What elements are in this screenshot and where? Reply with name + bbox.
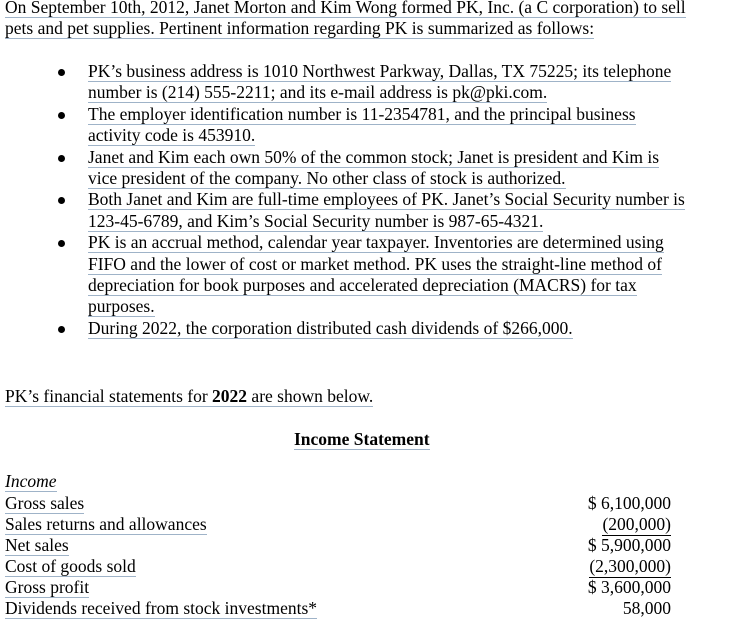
list-item: During 2022, the corporation distributed cash dividends of $266,000. [88, 318, 728, 339]
row-label: Gross sales [5, 493, 85, 513]
bullet-icon [58, 69, 65, 76]
table-row [5, 493, 671, 514]
row-amount: 58,000 [622, 598, 671, 618]
list-item: PK is an accrual method, calendar year taxpayer. Inventories are determined using FIFO and the lower of cost or market method. PK uses the straight-line method of depreciation for book purposes and accelerated depreciation (MACRS) for tax purposes. [88, 232, 728, 318]
table-row [5, 598, 671, 619]
list-item: Both Janet and Kim are full-time employees of PK. Janet’s Social Security number is 123-45-6789, and Kim’s Social Security number is 987-65-4321. [88, 189, 728, 232]
bullet-icon [58, 155, 65, 162]
row-amount: (2,300,000) [589, 556, 671, 578]
intro-line: pets and pet supplies. Pertinent information regarding PK is summarized as follows: [5, 18, 595, 39]
row-amount: $ 5,900,000 [587, 535, 671, 555]
table-row [5, 514, 671, 535]
table-row [5, 577, 671, 598]
income-section-heading: Income [5, 471, 57, 491]
list-item: Janet and Kim each own 50% of the common stock; Janet is president and Kim is vice president of the company. No other class of stock is authorized. [88, 147, 728, 190]
financials-intro: PK’s financial statements for 2022 are shown below. [5, 386, 374, 406]
row-label: Gross profit [5, 577, 90, 597]
bullet-icon [58, 112, 65, 119]
row-label: Sales returns and allowances [5, 514, 207, 534]
list-item: PK’s business address is 1010 Northwest Parkway, Dallas, TX 75225; its telephone number is (214) 555-2211; and its e-mail address is pk@pki.com. [88, 61, 728, 104]
row-label: Net sales [5, 535, 69, 555]
bullet-icon [58, 197, 65, 204]
row-amount: $ 6,100,000 [587, 493, 671, 513]
facts-list [88, 61, 728, 339]
intro-paragraph [5, 0, 729, 40]
list-item: The employer identification number is 11-2354781, and the principal business activity code is 453910. [88, 104, 728, 147]
bullet-icon [58, 240, 65, 247]
bullet-icon [58, 326, 65, 333]
row-amount: (200,000) [602, 514, 671, 536]
intro-line: On September 10th, 2012, Janet Morton and Kim Wong formed PK, Inc. (a C corporation) to sell [5, 0, 729, 18]
row-label: Cost of goods sold [5, 556, 136, 576]
table-row [5, 535, 671, 556]
row-amount: $ 3,600,000 [587, 577, 671, 597]
income-statement-title: Income Statement [294, 429, 430, 449]
table-row [5, 556, 671, 577]
row-label: Dividends received from stock investments* [5, 598, 318, 618]
